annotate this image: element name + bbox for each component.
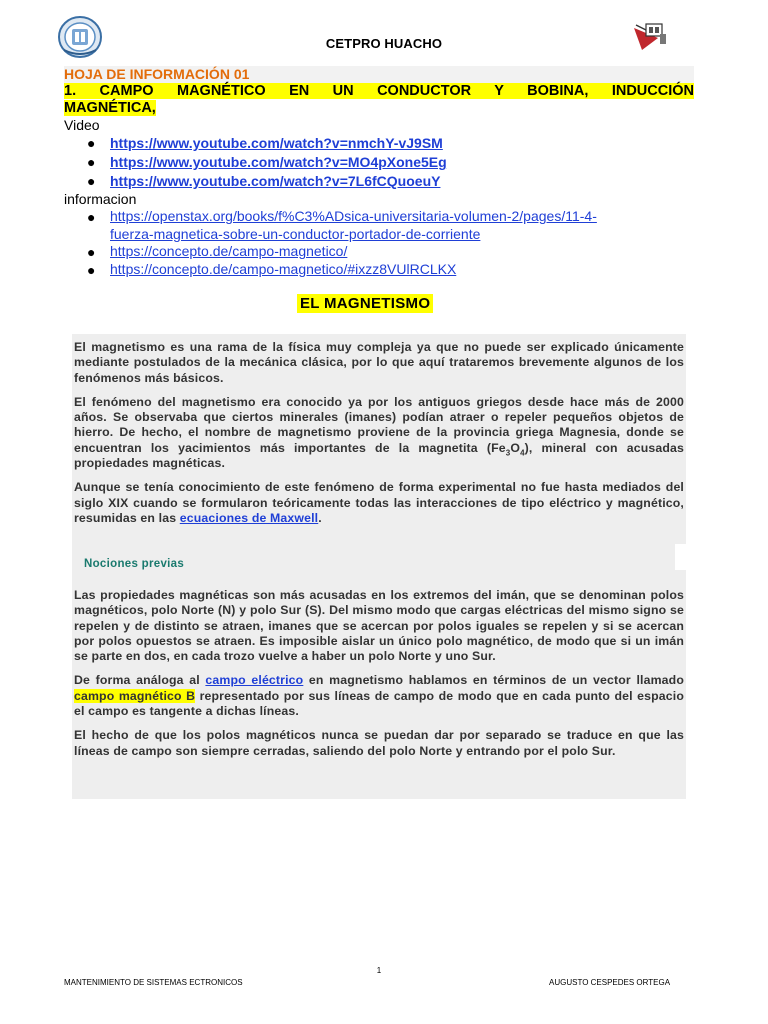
header-title: CETPRO HUACHO [325,36,443,51]
list-item [64,243,694,261]
bullet-icon: ● [87,154,96,170]
paragraph-3-text: Aunque se tenía conocimiento de este fenómeno de forma experimental no fue hasta mediados del siglo XIX cuando se formularon teóricamente todas las interacciones de tipo eléctrico y magnético, resumidas en las [74,480,684,525]
footer-right: AUGUSTO CESPEDES ORTEGA [549,978,671,987]
paragraph-2 [74,395,684,471]
paragraph-6: El hecho de que los polos magnéticos nunca se puedan dar por separado se traduce en que las líneas de campo son siempre cerradas, saliendo del polo Norte y entrando por el polo Sur. [74,728,684,758]
bullet-icon: ● [87,173,96,189]
paragraph-5-end: representado por sus líneas de campo de modo que en cada punto del espacio el campo es tangente a dichas líneas. [74,688,684,719]
campo-magnetico-highlight: campo magnético B [74,688,196,703]
info-links-list [64,208,694,278]
info-label: informacion [64,191,137,207]
footer-left: MANTENIMIENTO DE SISTEMAS ECTRONICOS [64,978,243,987]
paragraph-3-end: . [318,510,322,525]
oxygen-symbol: O [510,440,521,455]
bullet-icon: ● [87,135,96,151]
page-number: 1 [376,966,382,975]
section-title-line1: 1. CAMPO MAGNÉTICO EN UN CONDUCTOR Y BOBINA, INDUCCIÓN [64,83,694,99]
paragraph-5 [74,673,684,719]
magnetismo-heading: EL MAGNETISMO [297,294,433,313]
video-link-3[interactable]: https://www.youtube.com/watch?v=7L6fCQuoeuY [110,173,441,189]
video-label: Video [64,117,100,133]
hoja-title: HOJA DE INFORMACIÓN 01 [64,66,694,83]
paragraph-5-mid: en magnetismo hablamos en términos de un vector llamado [303,673,684,688]
subscript-4: 4 [520,448,525,458]
video-link-1[interactable]: https://www.youtube.com/watch?v=nmchY-vJ9SM [110,135,443,151]
paragraph-2-text: El fenómeno del magnetismo era conocido ya por los antiguos griegos desde hace más de 2000 años. Se observaba que ciertos minerales (imanes) podían atraer o repeler pequeños objetos de hierro. De hecho, el nombre de magnetismo proviene de la provincia griega Magnesia, donde se encuentran los yacimientos más importantes de la magnetita (Fe [74,394,684,455]
campo-electrico-link[interactable]: campo eléctrico [205,673,304,688]
bullet-icon: ● [87,209,96,225]
paragraph-5-text: De forma análoga al [74,673,206,688]
nociones-bar [72,542,675,570]
info-link-1[interactable] [110,208,597,242]
intro-block [72,334,686,544]
subscript-3: 3 [505,448,511,458]
info-block [64,66,694,278]
maxwell-link[interactable]: ecuaciones de Maxwell [179,510,319,525]
list-item [64,261,694,279]
info-link-2[interactable]: https://concepto.de/campo-magnetico/ [110,243,348,259]
list-item [64,153,694,172]
nociones-heading: Nociones previas [84,558,185,570]
info-link-1-part2: fuerza-magnetica-sobre-un-conductor-portador-de-corriente [110,225,481,242]
paragraph-1: El magnetismo es una rama de la física muy compleja ya que no puede ser explicado únicamente mediante postulados de la mecánica clásica, por lo que aquí trataremos brevemente algunos de los fenómenos más básicos. [74,340,684,385]
list-item [64,208,694,243]
bullet-icon: ● [87,244,96,260]
paragraph-2-end: ), mineral con acusadas propiedades magnéticas. [74,440,684,471]
nociones-block [72,570,686,799]
info-link-1-part1: https://openstax.org/books/f%C3%ADsica-universitaria-volumen-2/pages/11-4- [110,208,597,224]
list-item [64,172,694,191]
bullet-icon: ● [87,261,96,278]
paragraph-3 [74,480,684,526]
list-item [64,134,694,153]
machine-logo-icon [632,22,668,52]
video-links-list [64,134,694,191]
info-link-3[interactable]: https://concepto.de/campo-magnetico/#ixzz8VUlRCLKX [110,260,457,277]
paragraph-4: Las propiedades magnéticas son más acusadas en los extremos del imán, que se denominan polos magnéticos, polo Norte (N) y polo Sur (S). Del mismo modo que cargas eléctricas del mismo signo se repelen y de distinto se atraen, imanes que se acercan por polos iguales se repelen y si se acercan por polos opuestos se atraen. Es imposible aislar un único polo magnético, de modo que si un imán se parte en dos, en cada trozo vuelve a haber un polo Norte y uno Sur. [74,588,684,664]
section-title-line2: MAGNÉTICA, [64,100,156,116]
video-link-2[interactable]: https://www.youtube.com/watch?v=MO4pXone5Eg [110,154,447,170]
